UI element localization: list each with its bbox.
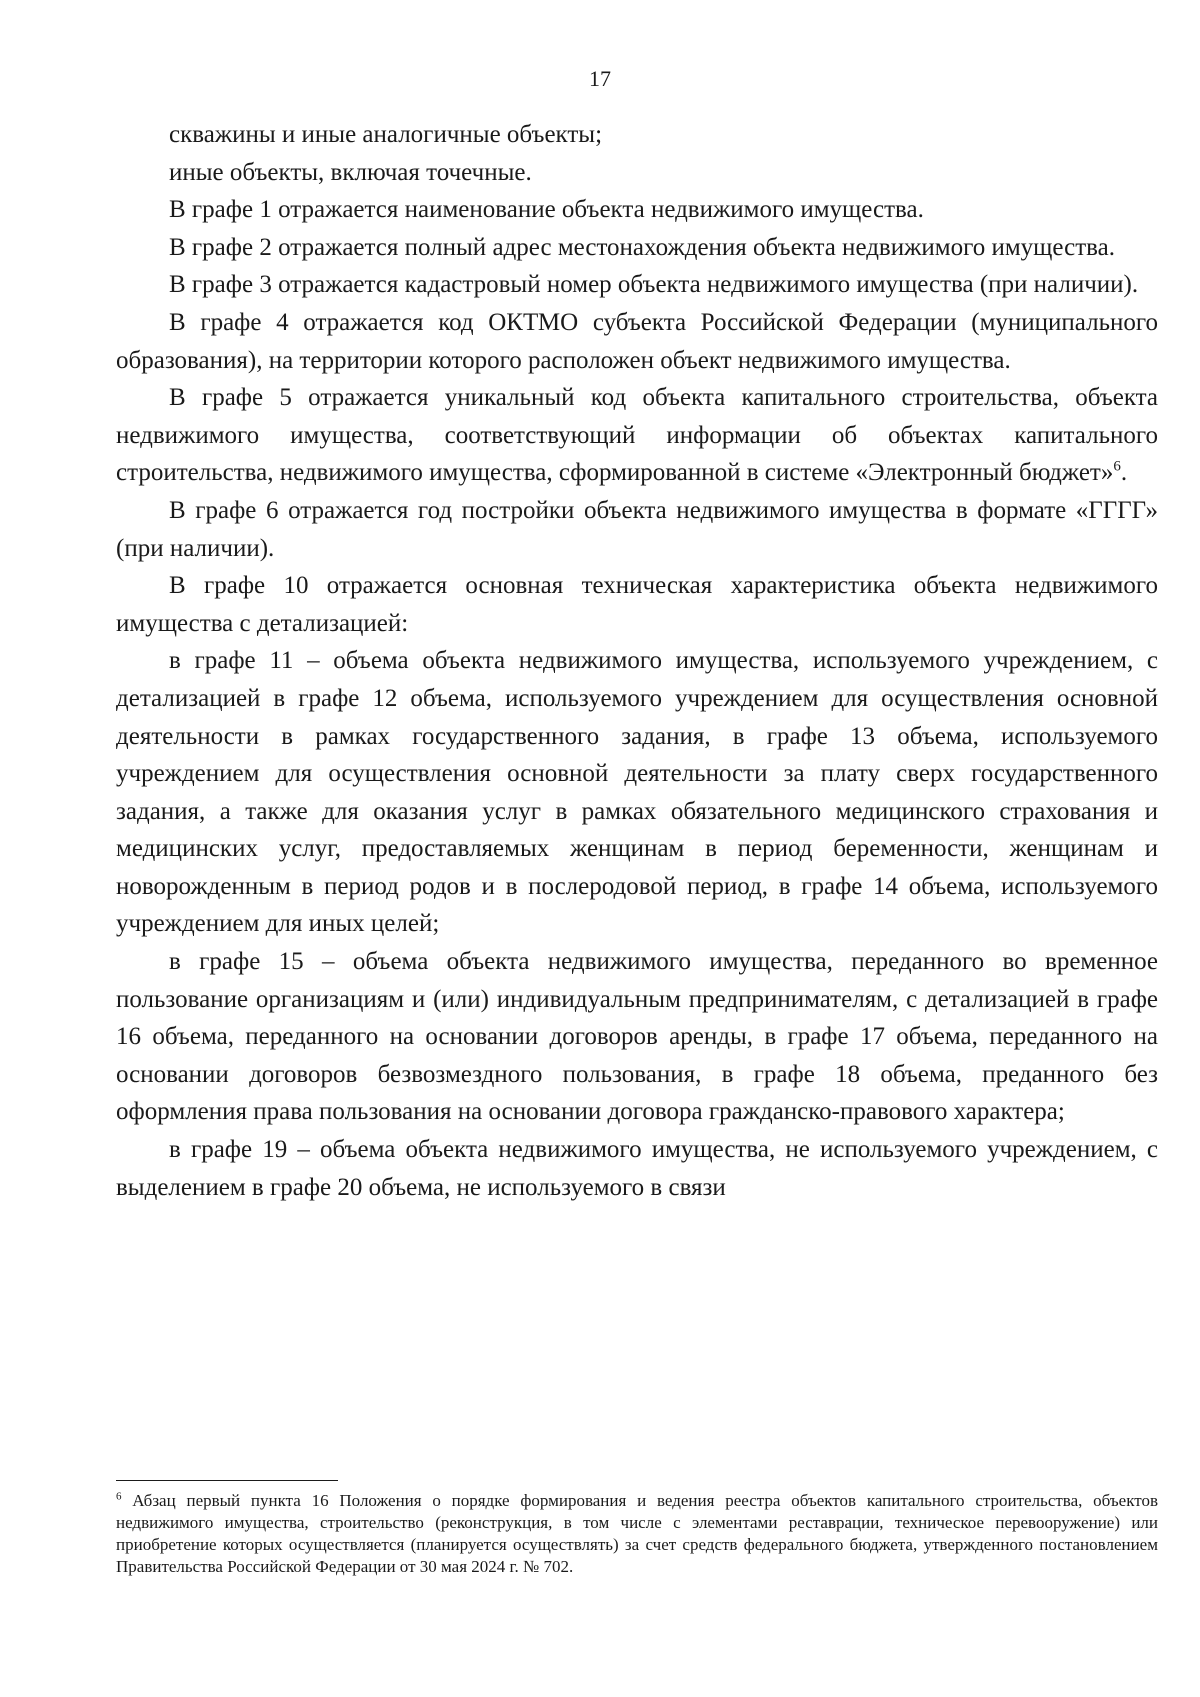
footnote-reference: 6 [1113,459,1121,476]
paragraph: в графе 11 – объема объекта недвижимого имущества, используемого учреждением, с детализацией в графе 12 объема, используемого учреждением для осуществления основной деятельности в рамках государственного задания, в графе 13 объема, используемого учреждением для осуществления основной деятельности за плату сверх государственного задания, а также для оказания услуг в рамках обязательного медицинского страхования и медицинских услуг, предоставляемых женщинам в период беременности, женщинам и новорожденным в период родов и в послеродовой период, в графе 14 объема, используемого учреждением для иных целей; [116,647,1158,938]
paragraph: В графе 10 отражается основная техническая характеристика объекта недвижимого имущества с детализацией: [116,572,1158,637]
paragraph: В графе 3 отражается кадастровый номер объекта недвижимого имущества (при наличии). [169,271,1139,299]
paragraph: В графе 6 отражается год постройки объекта недвижимого имущества в формате «ГГГГ» (при наличии). [116,496,1158,562]
paragraph-end-punctuation: . [1120,459,1128,487]
paragraph: В графе 4 отражается код ОКТМО субъекта Российской Федерации (муниципального образования), на территории которого расположен объект недвижимого имущества. [116,308,1158,374]
footnote-text: Абзац первый пункта 16 Положения о порядке формирования и ведения реестра объектов капитального строительства, объектов недвижимого имущества, строительство (реконструкция, в том числе с элементами реставрации, техническое перевооружение) или приобретение которых осуществляется (планируется осуществлять) за счет средств федерального бюджета, утвержденного постановлением Правительства Российской Федерации от 30 мая 2024 г. № 702. [116,1491,1158,1576]
paragraph: в графе 19 – объема объекта недвижимого имущества, не используемого учреждением, с выделением в графе 20 объема, не используемого в связи [116,1136,1158,1201]
footnote-paragraph [116,1490,1158,1578]
paragraph: иные объекты, включая точечные. [169,158,532,186]
paragraph: В графе 1 отражается наименование объекта недвижимого имущества. [169,196,924,224]
paragraph: скважины и иные аналогичные объекты; [169,121,603,148]
paragraph: в графе 15 – объема объекта недвижимого имущества, переданного во временное пользование организациям и (или) индивидуальным предпринимателям, с детализацией в графе 16 объема, переданного на основании договоров аренды, в графе 17 объема, переданного на основании договоров безвозмездного пользования, в графе 18 объема, преданного без оформления права пользования на основании договора гражданско-правового характера; [116,948,1158,1126]
paragraph-text: В графе 5 отражается уникальный код объекта капитального строительства, объекта недвижимого имущества, соответствующий информации об объектах капитального строительства, недвижимого имущества, сформированной в системе «Электронный бюджет» [116,384,1158,487]
page-number: 17 [589,66,611,91]
paragraph: В графе 2 отражается полный адрес местонахождения объекта недвижимого имущества. [169,233,1115,261]
paragraph-with-footnote [116,379,1158,492]
footnote-separator [116,1480,338,1481]
footnote-marker: 6 [116,1490,122,1503]
body-text [116,116,1158,1206]
footnote [116,1490,1158,1578]
